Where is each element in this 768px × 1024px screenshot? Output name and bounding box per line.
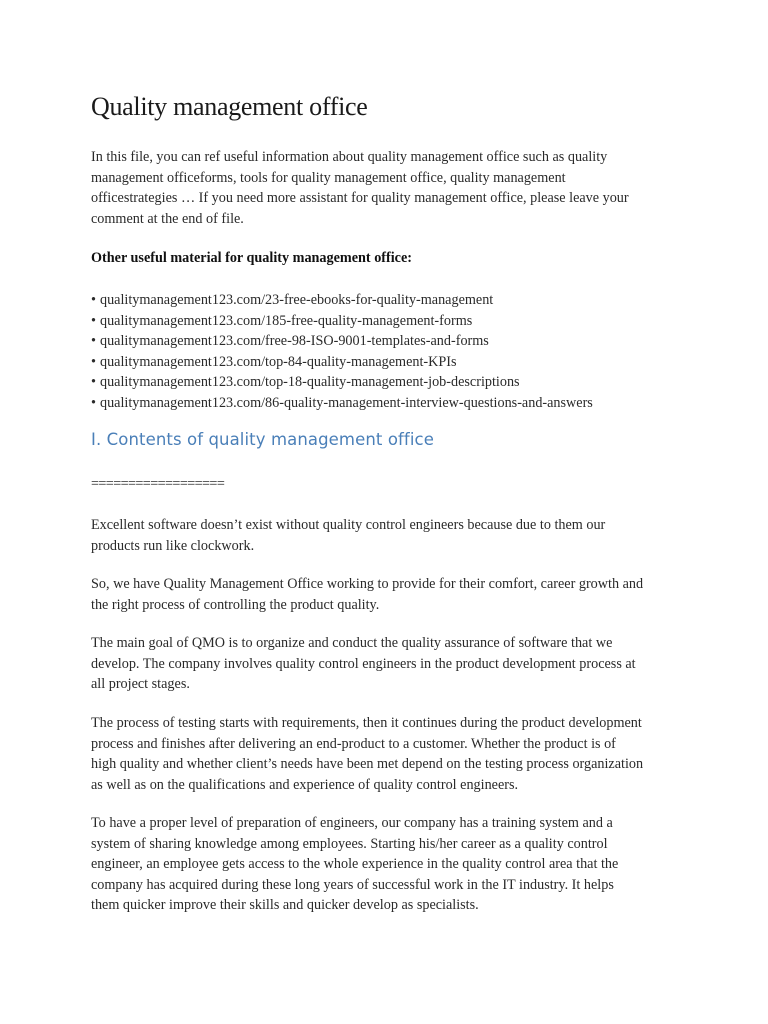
link-text[interactable]: qualitymanagement123.com/86-quality-management-interview-questions-and-answers [99, 394, 593, 411]
other-material-heading: Other useful material for quality management office: [91, 250, 412, 266]
paragraph-line: process and finishes after delivering an end-product to a customer. Whether the product is of [91, 735, 616, 752]
bullet: • [91, 374, 96, 391]
paragraph-line: So, we have Quality Management Office working to provide for their comfort, career growth and [91, 576, 644, 592]
separator-line: ================== [91, 476, 225, 492]
paragraph-line: engineer, an employee gets access to the whole experience in the quality control area that the [91, 856, 619, 873]
intro-line: officestrategies … If you need more assistant for quality management office, please leave your [91, 190, 629, 207]
link-list-item[interactable] [91, 352, 593, 373]
link-text[interactable]: qualitymanagement123.com/23-free-ebooks-for-quality-management [99, 292, 494, 308]
paragraph-line: them quicker improve their skills and quicker develop as specialists. [91, 897, 479, 914]
paragraph-line: develop. The company involves quality control engineers in the product development process at [91, 655, 636, 672]
link-text[interactable]: qualitymanagement123.com/top-18-quality-management-job-descriptions [99, 374, 520, 391]
bullet: • [91, 353, 96, 370]
link-list-item[interactable] [91, 311, 593, 332]
body-paragraph [91, 633, 691, 695]
paragraph-line: as well as on the qualifications and experience of quality control engineers. [91, 776, 519, 793]
paragraph-line: products run like clockwork. [91, 537, 255, 554]
body-paragraph [91, 713, 691, 795]
link-text[interactable]: qualitymanagement123.com/top-84-quality-management-KPIs [99, 353, 457, 370]
body-paragraph [91, 813, 691, 916]
body-paragraph [91, 574, 691, 615]
paragraph-line: The process of testing starts with requirements, then it continues during the product development [91, 715, 642, 731]
bullet: • [91, 394, 96, 411]
bullet: • [91, 292, 96, 308]
link-text[interactable]: qualitymanagement123.com/185-free-quality-management-forms [99, 312, 473, 329]
link-list-item[interactable] [91, 290, 593, 311]
bullet: • [91, 333, 96, 350]
body-paragraph [91, 515, 691, 556]
link-list-item[interactable] [91, 331, 593, 352]
paragraph-line: The main goal of QMO is to organize and conduct the quality assurance of software that we [91, 635, 613, 651]
paragraph-line: system of sharing knowledge among employees. Starting his/her career as a quality control [91, 835, 608, 852]
section-heading: I. Contents of quality management office [91, 430, 434, 449]
intro-line: In this file, you can ref useful information about quality management office such as quality [91, 149, 608, 165]
paragraph-line: Excellent software doesn’t exist without quality control engineers because due to them our [91, 517, 606, 533]
paragraph-line: the right process of controlling the product quality. [91, 596, 380, 613]
intro-line: comment at the end of file. [91, 210, 244, 227]
paragraph-line: company has acquired during these long years of successful work in the IT industry. It helps [91, 876, 614, 893]
link-list-item[interactable] [91, 372, 593, 393]
paragraph-line: To have a proper level of preparation of engineers, our company has a training system and a [91, 815, 613, 831]
intro-paragraph [91, 147, 681, 229]
link-list [91, 290, 593, 414]
link-text[interactable]: qualitymanagement123.com/free-98-ISO-9001-templates-and-forms [99, 333, 489, 350]
bullet: • [91, 312, 96, 329]
paragraph-line: all project stages. [91, 676, 190, 693]
link-list-item[interactable] [91, 393, 593, 414]
intro-line: management officeforms, tools for quality management office, quality management [91, 169, 566, 186]
document-title: Quality management office [91, 92, 368, 121]
paragraph-line: high quality and whether client’s needs have been met depend on the testing process organization [91, 756, 644, 773]
